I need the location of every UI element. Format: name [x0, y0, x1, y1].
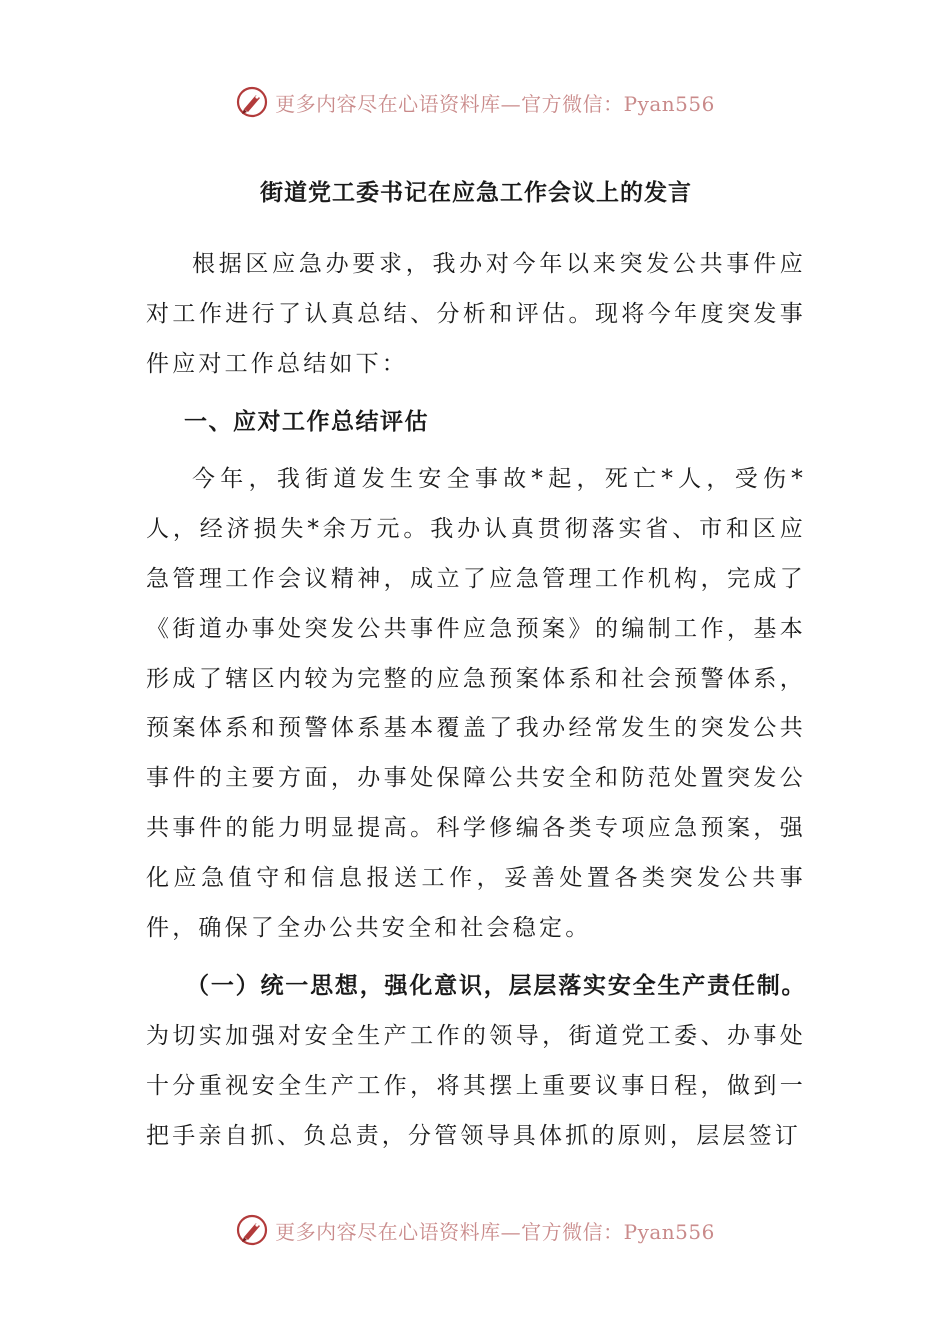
watermark-text-bottom: 更多内容尽在心语资料库—官方微信：Pyan556: [275, 1219, 715, 1244]
document-page: [146, 168, 806, 1162]
watermark-text-top: 更多内容尽在心语资料库—官方微信：Pyan556: [275, 91, 715, 116]
subsection1-paragraph: [146, 961, 806, 1161]
pen-nib-logo-icon: [235, 85, 269, 119]
watermark-banner-bottom: [0, 1208, 950, 1252]
intro-paragraph: 根据区应急办要求，我办对今年以来突发公共事件应对工作进行了认真总结、分析和评估。现将今年度突发事件应对工作总结如下：: [146, 251, 806, 377]
watermark-banner-top: [0, 80, 950, 124]
pen-nib-logo-icon: [235, 1213, 269, 1247]
subsection-heading-1: （一）统一思想，强化意识，层层落实安全生产责任制。: [186, 972, 806, 1000]
section-heading-1: 一、应对工作总结评估: [184, 408, 429, 436]
subsection1-body: 为切实加强对安全生产工作的领导，街道党工委、办事处十分重视安全生产工作，将其摆上重要议事日程，做到一把手亲自抓、负总责，分管领导具体抓的原则，层层签订: [146, 1023, 806, 1149]
section1-paragraph: 今年，我街道发生安全事故*起，死亡*人，受伤*人，经济损失*余万元。我办认真贯彻落实省、市和区应急管理工作会议精神，成立了应急管理工作机构，完成了《街道办事处突发公共事件应急预案》的编制工作，基本形成了辖区内较为完整的应急预案体系和社会预警体系，预案体系和预警体系基本覆盖了我办经常发生的突发公共事件的主要方面，办事处保障公共安全和防范处置突发公共事件的能力明显提高。科学修编各类专项应急预案，强化应急值守和信息报送工作，妥善处置各类突发公共事件，确保了全办公共安全和社会稳定。: [146, 466, 806, 941]
document-title: 街道党工委书记在应急工作会议上的发言: [260, 179, 692, 206]
